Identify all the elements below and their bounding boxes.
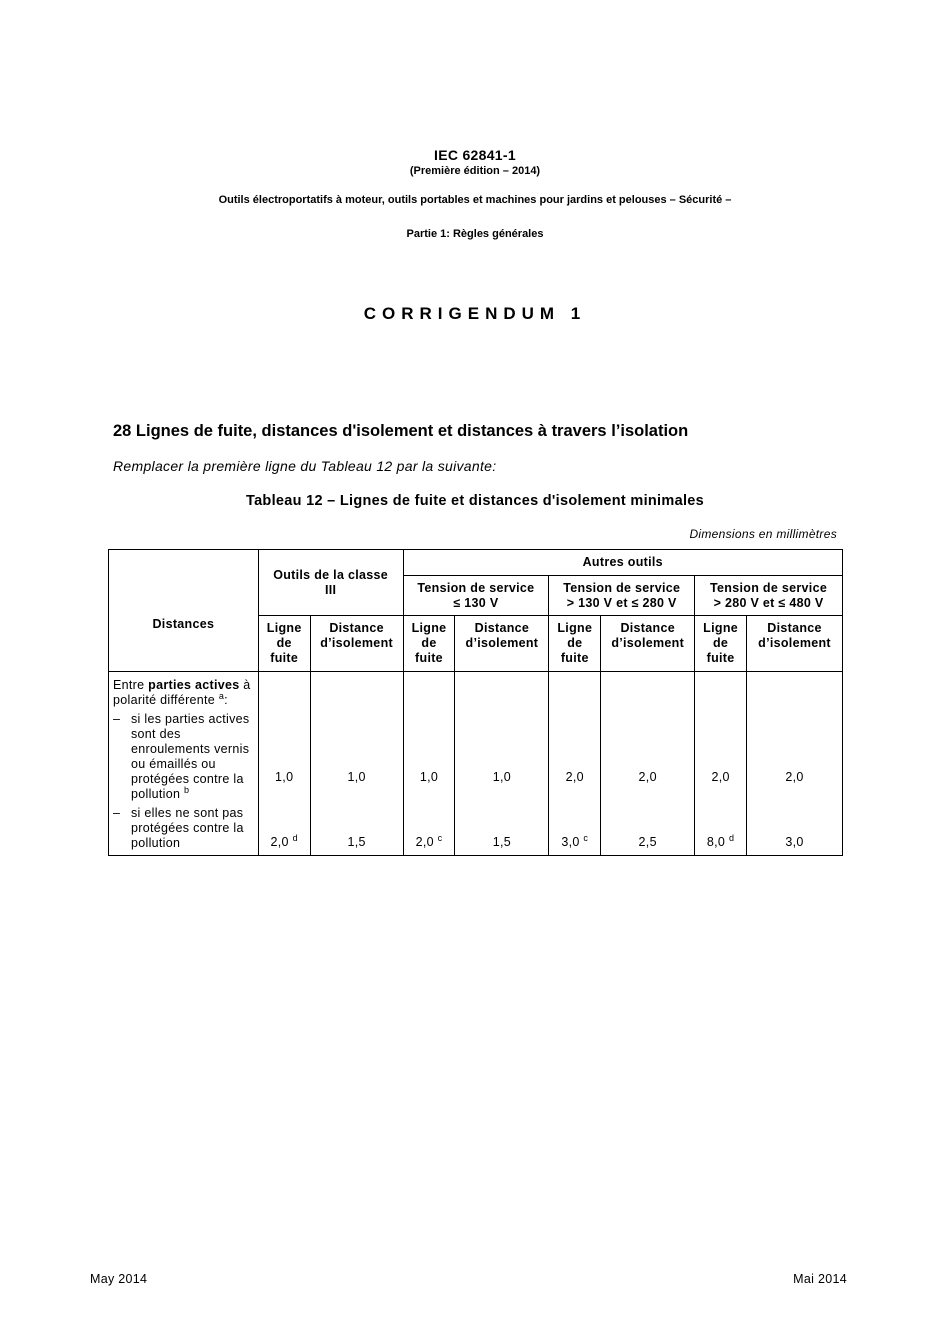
header-voltage-3 xyxy=(695,576,843,616)
standard-number: IEC 62841-1 xyxy=(434,147,516,163)
row-intro-colon: : xyxy=(224,693,228,707)
header-row-1 xyxy=(109,550,843,576)
row-intro-prefix: Entre xyxy=(113,678,149,692)
value-item1: 2,0 xyxy=(711,770,730,784)
header-creepage: Ligne de fuite xyxy=(549,616,601,672)
value-item1: 1,0 xyxy=(492,770,512,784)
header-voltage-2-line2: > 130 V et ≤ 280 V xyxy=(566,595,677,610)
list-dash: – xyxy=(113,712,121,726)
value-cell xyxy=(258,672,310,856)
value-cell xyxy=(695,672,747,856)
header-voltage-3-line1: Tension de service xyxy=(710,580,828,595)
edition-line: (Première édition – 2014) xyxy=(409,165,541,177)
row-intro-suffix: à polarité différente xyxy=(113,678,251,707)
value-cell xyxy=(601,672,695,856)
table-caption: Tableau 12 – Lignes de fuite et distances d'isolement minimales xyxy=(245,493,705,509)
value-item2: 2,0 $^c$ xyxy=(415,833,443,849)
header-class3 xyxy=(258,550,403,616)
value-item2: 1,5 xyxy=(347,835,366,849)
clearance-table xyxy=(108,549,843,856)
value-item1: 1,0 xyxy=(275,770,294,784)
header-creepage: Ligne de fuite xyxy=(695,616,747,672)
instruction-text: Remplacer la première ligne du Tableau 12 par la suivante: xyxy=(113,458,497,474)
value-item2: 3,0 xyxy=(785,835,804,849)
header-voltage-3-line2: > 280 V et ≤ 480 V xyxy=(713,595,824,610)
value-item2: 2,5 xyxy=(638,835,657,849)
list-item xyxy=(113,806,254,851)
value-cell xyxy=(747,672,843,856)
value-cell xyxy=(403,672,455,856)
header-voltage-2 xyxy=(549,576,695,616)
header-distances: Distances xyxy=(109,550,259,672)
value-item2: 2,0 $^d$ xyxy=(270,833,298,849)
header-voltage-1 xyxy=(403,576,549,616)
list-item-text: si les parties actives sont des enroulements vernis ou émaillés ou protégées contre la pollution xyxy=(131,712,250,801)
value-item1: 2,0 xyxy=(565,770,584,784)
header-creepage: Ligne de fuite xyxy=(403,616,455,672)
value-item2: 8,0 $^d$ xyxy=(706,833,735,849)
row-intro-bold: parties actives xyxy=(148,678,240,692)
list-item xyxy=(113,712,254,802)
header-class3-label: Outils de la classe III xyxy=(273,568,389,597)
row-intro xyxy=(113,678,254,708)
list-dash: – xyxy=(113,806,121,820)
row-description xyxy=(109,672,259,856)
document-title: Outils électroportatifs à moteur, outils portables et machines pour jardins et pelouses – Sécurité – xyxy=(218,194,732,206)
dimensions-note: Dimensions en millimètres xyxy=(689,527,837,541)
value-item1: 2,0 xyxy=(638,770,657,784)
header-voltage-2-line1: Tension de service xyxy=(563,580,681,595)
header-clearance: Distance d’isolement xyxy=(455,616,549,672)
value-item1: 1,0 xyxy=(419,770,439,784)
value-cell xyxy=(310,672,403,856)
footnote-a: a xyxy=(218,691,225,701)
value-item1: 2,0 xyxy=(785,770,804,784)
corrigendum-heading: CORRIGENDUM 1 xyxy=(363,304,587,323)
footer-date-fr: Mai 2014 xyxy=(793,1272,847,1286)
table-row xyxy=(109,672,843,856)
header-clearance: Distance d’isolement xyxy=(310,616,403,672)
footnote-b: b xyxy=(184,785,190,795)
section-heading: 28 Lignes de fuite, distances d'isolement et distances à travers l’isolation xyxy=(113,422,689,440)
header-clearance: Distance d’isolement xyxy=(747,616,843,672)
value-cell xyxy=(455,672,549,856)
header-creepage: Ligne de fuite xyxy=(258,616,310,672)
value-item1: 1,0 xyxy=(347,770,366,784)
part-title: Partie 1: Règles générales xyxy=(406,228,544,240)
list-item-text: si elles ne sont pas protégées contre la pollution xyxy=(131,806,244,850)
header-clearance: Distance d’isolement xyxy=(601,616,695,672)
value-item2: 3,0 $^c$ xyxy=(561,833,589,849)
header-voltage-1-line1: Tension de service xyxy=(417,580,535,595)
header-other-tools: Autres outils xyxy=(403,550,842,576)
value-item2: 1,5 xyxy=(492,835,512,849)
footer-date-en: May 2014 xyxy=(90,1272,148,1286)
value-cell xyxy=(549,672,601,856)
header-voltage-1-line2: ≤ 130 V xyxy=(453,595,499,610)
